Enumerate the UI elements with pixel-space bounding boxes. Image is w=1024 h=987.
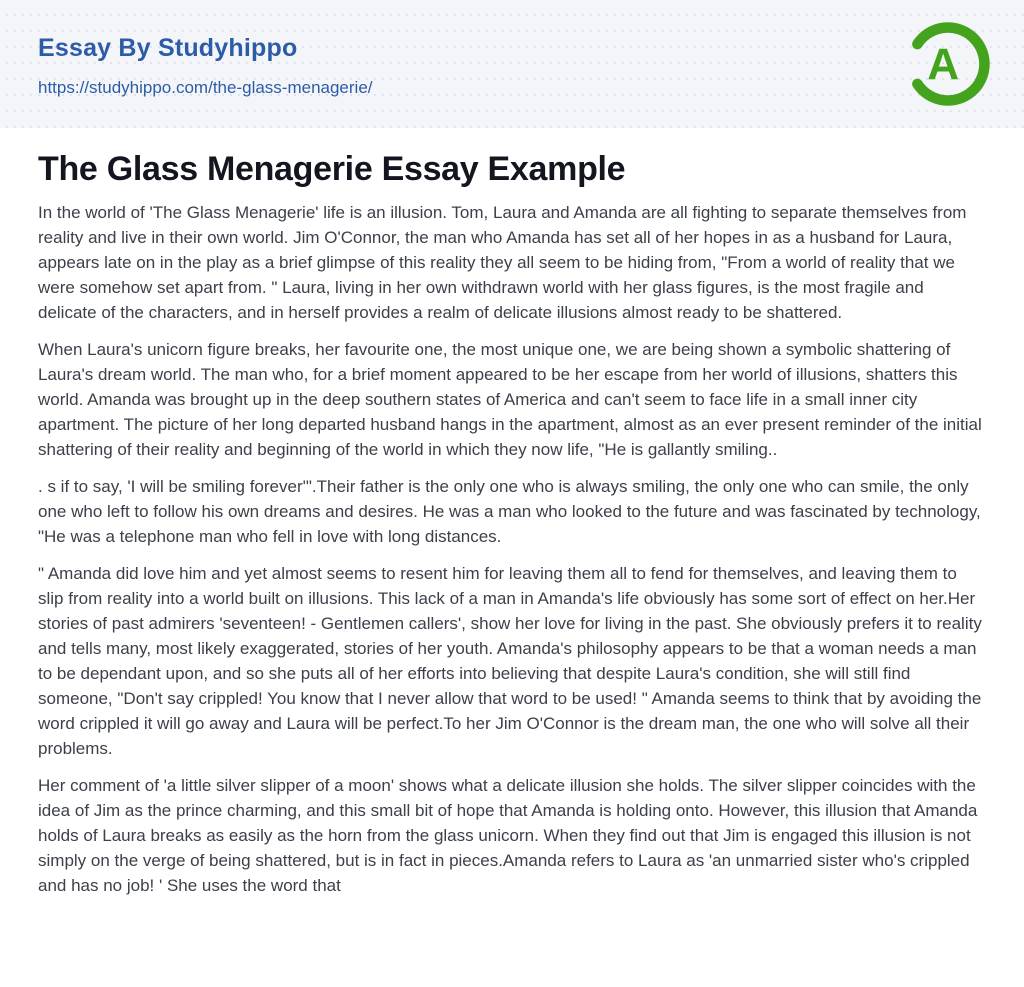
essay-paragraph: . s if to say, 'I will be smiling forever'".Their father is the only one who is always smiling, the only one who can smile, the only one who left to follow his own dreams and desires. He was a man who looked to the future and was fascinated by technology, "He was a telephone man who fell in love with long distances. — [38, 477, 981, 546]
essay-paragraph: In the world of 'The Glass Menagerie' life is an illusion. Tom, Laura and Amanda are all fighting to separate themselves from reality and live in their own world. Jim O'Connor, the man who Amanda has set all of her hopes in as a husband for Laura, appears late on in the play as a brief glimpse of this reality they all seem to be hiding from, "From a world of reality that we were somehow set apart from. " Laura, living in her own withdrawn world with her glass figures, is the most fragile and delicate of the characters, and in herself provides a realm of delicate illusions almost ready to be shattered. — [38, 203, 967, 322]
source-url-link[interactable]: https://studyhippo.com/the-glass-menagerie/ — [38, 78, 373, 97]
essay-paragraph: When Laura's unicorn figure breaks, her favourite one, the most unique one, we are being shown a symbolic shattering of Laura's dream world. The man who, for a brief moment appeared to be her escape from her world of illusions, shatters this world. Amanda was brought up in the deep southern states of America and can't seem to face life in a small inner city apartment. The picture of her long departed husband hangs in the apartment, almost as an ever present reminder of the initial shattering of their reality and beginning of the world in which they now life, "He is gallantly smiling.. — [38, 340, 982, 459]
essay-body — [38, 200, 986, 898]
essay-paragraph: " Amanda did love him and yet almost seems to resent him for leaving them all to fend for themselves, and leaving them to slip from reality into a world built on illusions. This lack of a man in Amanda's life obviously has some sort of effect on her.Her stories of past admirers 'seventeen! - Gentlemen callers', show her love for living in the past. She obviously prefers it to reality and tells many, most likely exaggerated, stories of her youth. Amanda's philosophy appears to be that a woman needs a man to be dependant upon, and so she puts all of her efforts into believing that despite Laura's condition, she will still find someone, "Don't say crippled! You know that I never allow that word to be used! " Amanda seems to think that by avoiding the word crippled it will go away and Laura will be perfect.To her Jim O'Connor is the dream man, the one who will solve all their problems. — [38, 564, 982, 758]
header-text-block — [38, 30, 373, 98]
essay-content — [0, 128, 1024, 898]
logo-letter: A — [927, 40, 960, 90]
brand-title: Essay By Studyhippo — [38, 34, 298, 62]
essay-paragraph: Her comment of 'a little silver slipper of a moon' shows what a delicate illusion she holds. The silver slipper coincides with the idea of Jim as the prince charming, and this small bit of hope that Amanda is holding onto. However, this illusion that Amanda holds of Laura breaks as easily as the horn from the glass unicorn. When they find out that Jim is engaged this illusion is not simply on the verge of being shattered, but is in fact in pieces.Amanda refers to Laura as 'an unmarried sister who's crippled and has no job! ' She uses the word that — [38, 776, 978, 895]
logo-arc-icon — [900, 16, 996, 112]
page-header — [0, 0, 1024, 128]
essay-title: The Glass Menagerie Essay Example — [38, 150, 626, 188]
studyhippo-logo — [900, 16, 996, 112]
